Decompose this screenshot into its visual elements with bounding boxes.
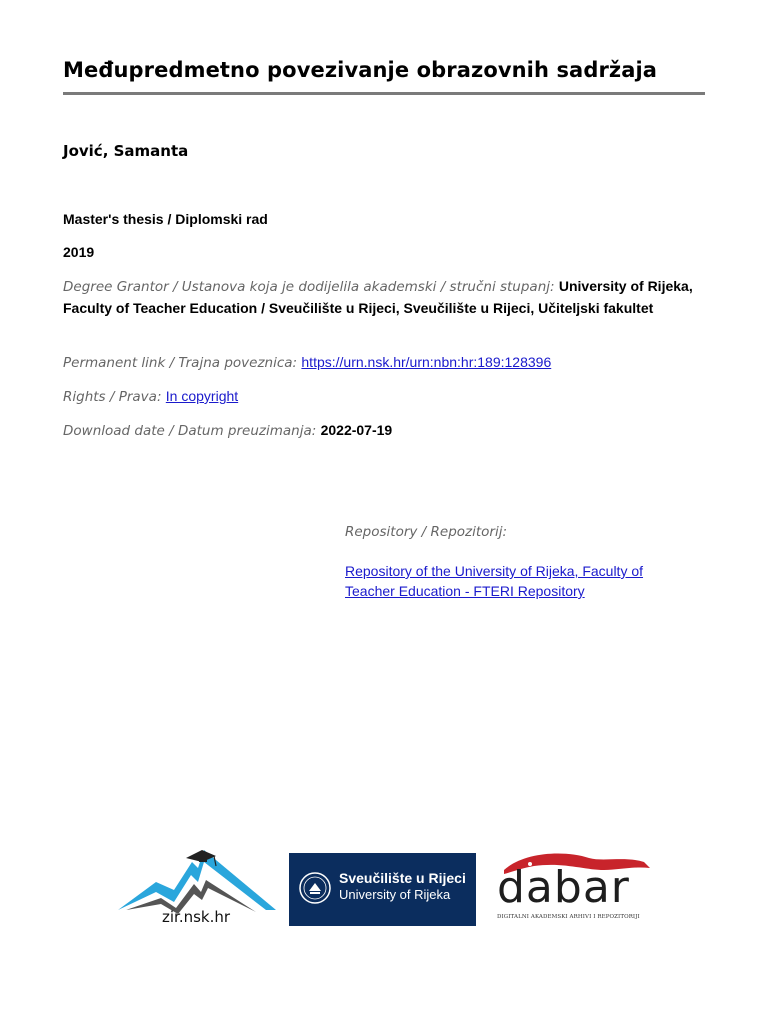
rights-link[interactable]: In copyright: [165, 388, 239, 404]
repository-label: Repository / Repozitorij:: [345, 524, 508, 540]
download-date-value: 2022-07-19: [320, 422, 393, 438]
degree-grantor-label: Degree Grantor / Ustanova koja je dodijelila akademski / stručni stupanj:: [63, 279, 555, 295]
degree-grantor-value: University of Rijeka, Faculty of Teacher Education / Sveučilište u Rijeci, Sveučilište u Rijeci, Učiteljski fakultet: [63, 278, 693, 316]
dabar-logo-subtitle: DIGITALNI AKADEMSKI ARHIVI I REPOZITORIJI: [497, 914, 640, 920]
uniri-seal-icon: [298, 871, 332, 905]
rights-label: Rights / Prava:: [63, 389, 162, 405]
uniri-logo-line2: University of Rijeka: [339, 887, 451, 902]
rights: [63, 386, 703, 408]
permanent-link: [63, 352, 703, 374]
permanent-link-url[interactable]: https://urn.nsk.hr/urn:nbn:hr:189:128396: [301, 354, 552, 370]
download-date: [63, 420, 703, 442]
uniri-logo-line1: Sveučilište u Rijeci: [339, 870, 466, 886]
download-date-label: Download date / Datum preuzimanja:: [63, 423, 317, 439]
thesis-type: Master's thesis / Diplomski rad: [63, 211, 268, 227]
zir-logo-text: zir.nsk.hr: [162, 908, 231, 926]
author-name: Jović, Samanta: [63, 142, 189, 160]
uniri-logo: [289, 853, 476, 926]
permanent-link-label: Permanent link / Trajna poveznica:: [63, 355, 298, 371]
degree-grantor: [63, 276, 703, 320]
thesis-year: 2019: [63, 244, 95, 260]
repository-link[interactable]: Repository of the University of Rijeka, Faculty of Teacher Education - FTERI Repository: [345, 563, 644, 599]
document-title: Međupredmetno povezivanje obrazovnih sadržaja: [63, 58, 705, 95]
dabar-logo-text: dabar: [497, 862, 630, 913]
